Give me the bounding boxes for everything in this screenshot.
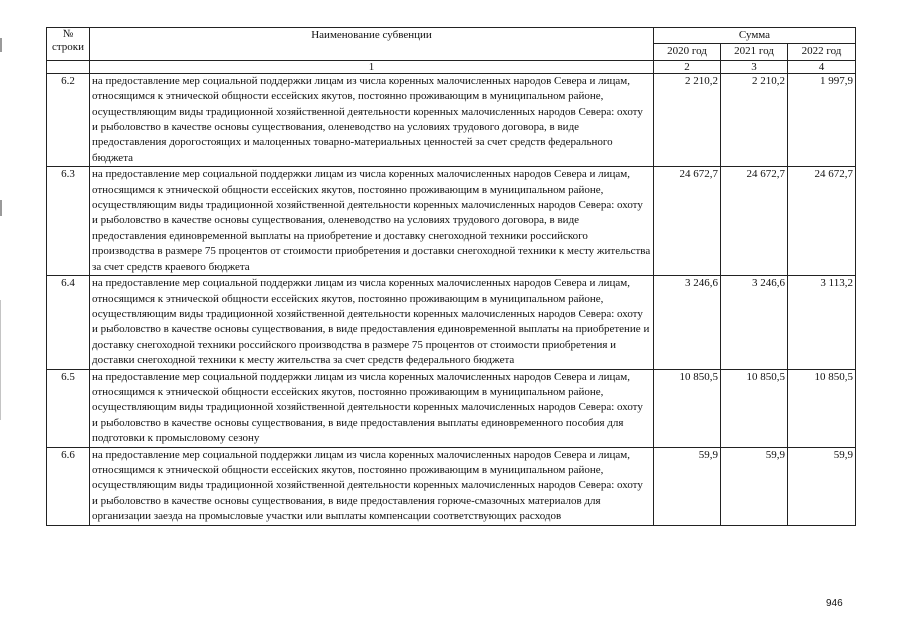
page-number: 946 bbox=[826, 598, 843, 609]
amount-2022: 3 113,2 bbox=[788, 276, 856, 369]
amount-2020: 2 210,2 bbox=[654, 73, 721, 166]
row-number: 6.6 bbox=[47, 447, 90, 525]
amount-2022: 10 850,5 bbox=[788, 369, 856, 447]
amount-2022: 59,9 bbox=[788, 447, 856, 525]
amount-2020: 24 672,7 bbox=[654, 167, 721, 276]
header-row bbox=[47, 28, 856, 44]
table-row bbox=[47, 167, 856, 276]
amount-2021: 10 850,5 bbox=[721, 369, 788, 447]
scan-edge-mark bbox=[0, 300, 1, 420]
scan-edge-mark bbox=[0, 200, 2, 216]
amount-2021: 3 246,6 bbox=[721, 276, 788, 369]
amount-2022: 1 997,9 bbox=[788, 73, 856, 166]
year-header-2020: 2020 год bbox=[654, 44, 721, 60]
amount-2021: 59,9 bbox=[721, 447, 788, 525]
row-number: 6.5 bbox=[47, 369, 90, 447]
sum-header: Сумма bbox=[654, 28, 856, 44]
table-row bbox=[47, 447, 856, 525]
amount-2021: 24 672,7 bbox=[721, 167, 788, 276]
row-number-header-bottom: строки bbox=[51, 41, 85, 53]
table-row bbox=[47, 276, 856, 369]
row-number-header-top: № bbox=[62, 28, 74, 40]
amount-2020: 59,9 bbox=[654, 447, 721, 525]
subvention-table bbox=[46, 27, 856, 526]
amount-2020: 10 850,5 bbox=[654, 369, 721, 447]
column-index-row bbox=[47, 60, 856, 73]
column-index-3: 3 bbox=[721, 60, 788, 73]
row-number: 6.2 bbox=[47, 73, 90, 166]
row-number: 6.3 bbox=[47, 167, 90, 276]
name-header: Наименование субвенции bbox=[90, 28, 654, 61]
amount-2020: 3 246,6 bbox=[654, 276, 721, 369]
column-index-2: 2 bbox=[654, 60, 721, 73]
year-header-2022: 2022 год bbox=[788, 44, 856, 60]
column-index-empty bbox=[47, 60, 90, 73]
column-index-1: 1 bbox=[90, 60, 654, 73]
year-header-2021: 2021 год bbox=[721, 44, 788, 60]
column-index-4: 4 bbox=[788, 60, 856, 73]
table-row bbox=[47, 369, 856, 447]
subvention-name: на предоставление мер социальной поддержки лицам из числа коренных малочисленных народов Севера и лицам, относящимся к этнической общности ессейских якутов, постоянно проживающим в муниципальном районе, осуществляющим виды традиционной хозяйственной деятельности коренных малочисленных народов Севера: охоту и рыболовство в качестве основы существования, оленеводство на условиях трудового договора, в виде предоставления единовременной выплаты на приобретение и доставку снегоходной техники российского производства в размере 75 процентов от стоимости приобретения и доставки снегоходной техники к месту жительства за счет средств краевого бюджета bbox=[90, 167, 654, 276]
scan-edge-mark bbox=[0, 38, 2, 52]
amount-2022: 24 672,7 bbox=[788, 167, 856, 276]
amount-2021: 2 210,2 bbox=[721, 73, 788, 166]
subvention-name: на предоставление мер социальной поддержки лицам из числа коренных малочисленных народов Севера и лицам, относящимся к этнической общности ессейских якутов, постоянно проживающим в муниципальном районе, осуществляющим виды традиционной хозяйственной деятельности коренных малочисленных народов Севера: охоту и рыболовство в качестве основы существования, в виде предоставления выплаты единовременного пособия для подготовки к промысловому сезону bbox=[90, 369, 654, 447]
row-number: 6.4 bbox=[47, 276, 90, 369]
row-number-header bbox=[47, 28, 90, 61]
table-row bbox=[47, 73, 856, 166]
subvention-name: на предоставление мер социальной поддержки лицам из числа коренных малочисленных народов Севера и лицам, относящимся к этнической общности ессейских якутов, постоянно проживающим в муниципальном районе, осуществляющим виды традиционной хозяйственной деятельности коренных малочисленных народов Севера: охоту и рыболовство в качестве основы существования, оленеводство на условиях трудового договора, в виде предоставления дорогостоящих и малоценных товарно-материальных ценностей за счет средств федерального бюджета bbox=[90, 73, 654, 166]
subvention-name: на предоставление мер социальной поддержки лицам из числа коренных малочисленных народов Севера и лицам, относящимся к этнической общности ессейских якутов, постоянно проживающим в муниципальном районе, осуществляющим виды традиционной хозяйственной деятельности коренных малочисленных народов Севера: охоту и рыболовство в качестве основы существования, в виде предоставления единовременной выплаты на приобретение и доставку снегоходной техники российского производства в размере 75 процентов от стоимости приобретения и доставки снегоходной техники к месту жительства за счет средств федерального бюджета bbox=[90, 276, 654, 369]
subvention-name: на предоставление мер социальной поддержки лицам из числа коренных малочисленных народов Севера и лицам, относящимся к этнической общности ессейских якутов, постоянно проживающим в муниципальном районе, осуществляющим виды традиционной хозяйственной деятельности коренных малочисленных народов Севера: охоту и рыболовство в качестве основы существования, в виде предоставления горюче-смазочных материалов для организации заезда на промысловые участки или выплаты компенсации соответствующих расходов bbox=[90, 447, 654, 525]
